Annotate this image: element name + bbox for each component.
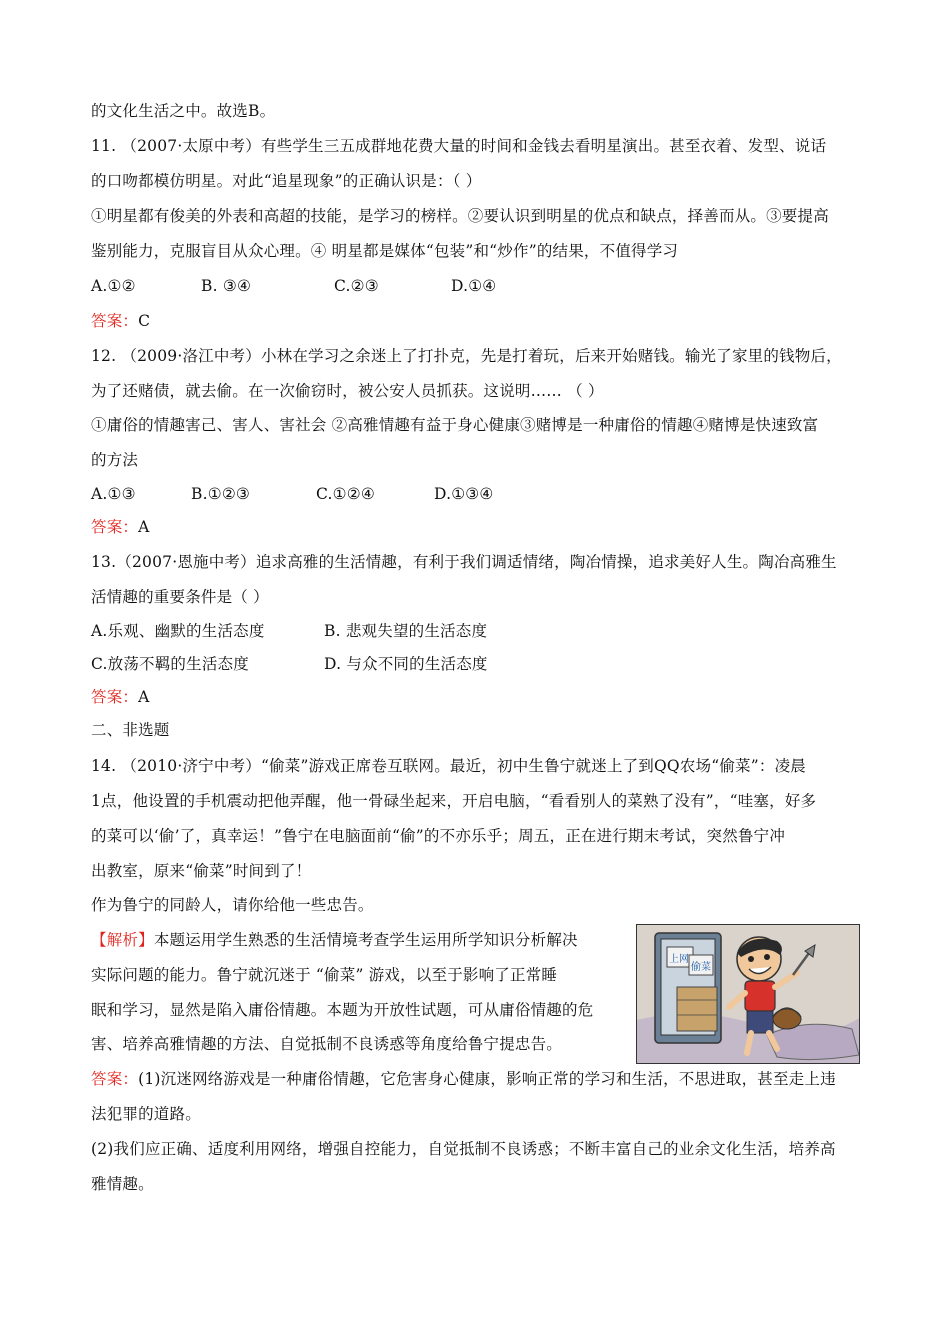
text-line: 作为鲁宁的同龄人，请你给他一些忠告。: [91, 896, 374, 914]
answer-label: 答案：: [91, 688, 139, 706]
answer-value: A: [138, 518, 150, 536]
text-line: ①庸俗的情趣害己、害人、害社会 ②高雅情趣有益于身心健康③赌博是一种庸俗的情趣④赌博是快速致富: [91, 416, 819, 434]
text-line: 活情趣的重要条件是（ ）: [91, 588, 269, 606]
question-12-options: [91, 484, 861, 504]
answer-value: C: [138, 312, 151, 330]
cartoon-boy-computer-icon: [637, 925, 860, 1064]
option-c: C.①②④: [316, 485, 375, 503]
question-14-answer: [91, 1069, 861, 1089]
text-line: (2)我们应正确、适度利用网络，增强自控能力，自觉抵制不良诱惑；不断丰富自己的业余文化生活，培养高: [91, 1140, 836, 1158]
option-a: A.乐观、幽默的生活态度: [91, 622, 265, 640]
text-line: ①明星都有俊美的外表和高超的技能，是学习的榜样。②要认识到明星的优点和缺点，择善而从。③要提高: [91, 207, 829, 225]
analysis-text: 本题运用学生熟悉的生活情境考查学生运用所学知识分析解决: [153, 931, 578, 949]
text-line: 的口吻都模仿明星。对此“追星现象”的正确认识是：（ ）: [91, 172, 482, 190]
answer-label: 答案：: [91, 312, 139, 330]
option-a: A.①③: [91, 485, 136, 503]
answer-label: 答案：: [91, 518, 139, 536]
question-11-options: [91, 276, 861, 296]
section-heading: 二、非选题: [91, 721, 170, 739]
text-line: 的菜可以‘偷’了，真幸运！”鲁宁在电脑面前“偷”的不亦乐乎；周五，正在进行期末考试，突然鲁宁冲: [91, 827, 786, 845]
text-line: 出教室，原来“偷菜”时间到了！: [91, 862, 312, 880]
text-line: 鉴别能力，克服盲目从众心理。④ 明星都是媒体“包装”和“炒作”的结果，不值得学习: [91, 242, 679, 260]
text-line: 1点，他设置的手机震动把他弄醒，他一骨碌坐起来，开启电脑，“看看别人的菜熟了没有”，“哇塞，好多: [91, 792, 817, 810]
analysis-tag: 【解析】: [91, 931, 154, 949]
option-c: C.放荡不羁的生活态度: [91, 655, 249, 673]
question-13-options-row1: [91, 621, 861, 641]
question-11-stem: 11. （2007·太原中考）有些学生三五成群地花费大量的时间和金钱去看明星演出。甚至衣着、发型、说话: [91, 137, 827, 155]
text-line: 雅情趣。: [91, 1175, 154, 1193]
option-d: D.①④: [451, 277, 497, 295]
answer-label: 答案：: [91, 1070, 139, 1088]
question-13-answer: [91, 687, 861, 707]
option-b: B.①②③: [191, 485, 251, 503]
option-d: D.①③④: [434, 485, 494, 503]
answer-value: A: [138, 688, 150, 706]
analysis-line: 实际问题的能力。鲁宁就沉迷于 “偷菜” 游戏，以至于影响了正常睡: [91, 966, 558, 984]
text-line: 的文化生活之中。故选B。: [91, 102, 276, 120]
question-12-answer: [91, 517, 861, 537]
question-11-answer: [91, 311, 861, 331]
option-a: A.①②: [91, 277, 136, 295]
question-14-stem: 14. （2010·济宁中考）“偷菜”游戏正席卷互联网。最近，初中生鲁宁就迷上了到QQ农场“偷菜”：凌晨: [91, 757, 806, 775]
analysis-line: 眠和学习，显然是陷入庸俗情趣。本题为开放性试题，可从庸俗情趣的危: [91, 1001, 594, 1019]
question-13-options-row2: [91, 654, 861, 674]
option-b: B. 悲观失望的生活态度: [324, 622, 488, 640]
text-line: 的方法: [91, 451, 139, 469]
text-line: 为了还赌债，就去偷。在一次偷窃时，被公安人员抓获。这说明…… （ ）: [91, 382, 604, 400]
question-13-stem: 13.（2007·恩施中考）追求高雅的生活情趣，有利于我们调适情绪，陶冶情操，追求美好人生。陶冶高雅生: [91, 553, 837, 571]
question-12-stem: 12. （2009·洛江中考）小林在学习之余迷上了打扑克，先是打着玩，后来开始赌钱。输光了家里的钱物后，: [91, 347, 842, 365]
analysis-line: [91, 930, 621, 950]
text-line: 法犯罪的道路。: [91, 1105, 201, 1123]
answer-text: (1)沉迷网络游戏是一种庸俗情趣，它危害身心健康，影响正常的学习和生活，不思进取，甚至走上违: [138, 1070, 836, 1088]
option-d: D. 与众不同的生活态度: [324, 655, 488, 673]
option-b: B. ③④: [201, 277, 252, 295]
cartoon-illustration: [636, 924, 860, 1064]
option-c: C.②③: [334, 277, 379, 295]
svg-text:偷菜: 偷菜: [691, 962, 711, 973]
analysis-line: 害、培养高雅情趣的方法、自觉抵制不良诱惑等角度给鲁宁提忠告。: [91, 1035, 563, 1053]
svg-text:上网: 上网: [669, 954, 689, 965]
